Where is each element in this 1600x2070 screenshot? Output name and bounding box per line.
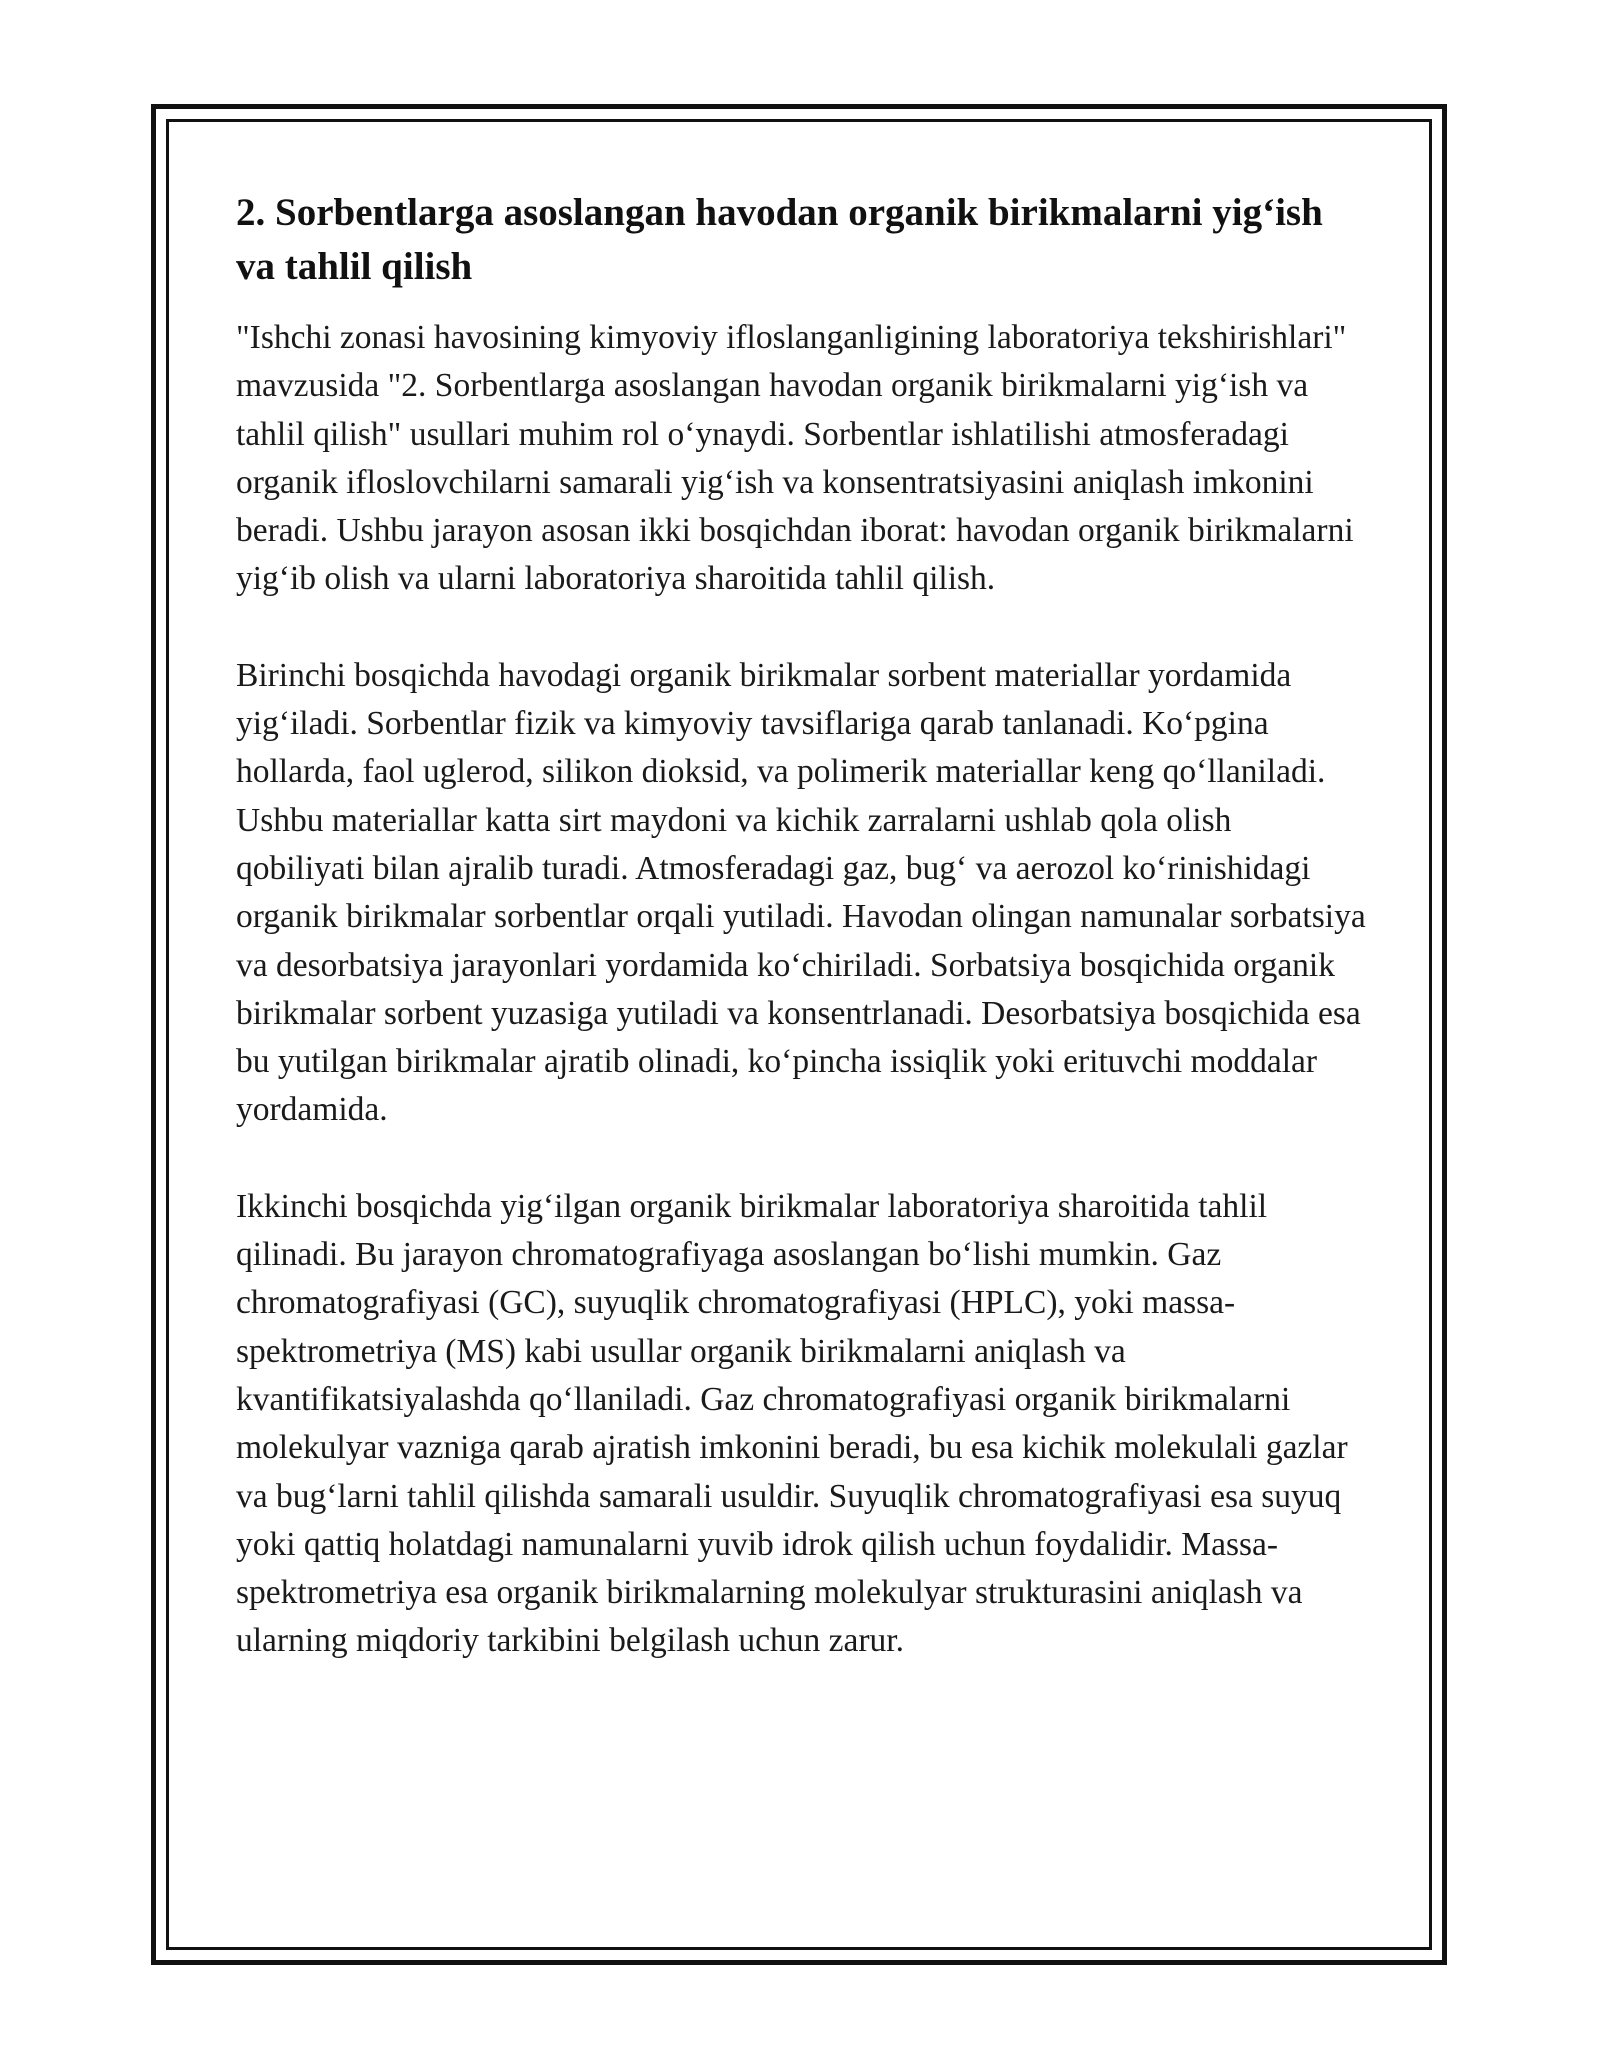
paragraph-first-stage: Birinchi bosqichda havodagi organik birikmalar sorbent materiallar yordamida yig‘iladi. Sorbentlar fizik va kimyoviy tavsiflariga qarab tanlanadi. Ko‘pgina hollarda, faol uglerod, silikon dioksid, va polimerik materiallar keng qo‘llaniladi. Ushbu materiallar katta sirt maydoni va kichik zarralarni ushlab qola olish qobiliyati bilan ajralib turadi. Atmosferadagi gaz, bug‘ va aerozol ko‘rinishidagi organik birikmalar sorbentlar orqali yutiladi. Havodan olingan namunalar sorbatsiya va desorbatsiya jarayonlari yordamida ko‘chiriladi. Sorbatsiya bosqichida organik birikmalar sorbent yuzasiga yutiladi va konsentrlanadi. Desorbatsiya bosqichida esa bu yutilgan birikmalar ajratib olinadi, ko‘pincha issiqlik yoki erituvchi moddalar yordamida. [236,656,1366,1129]
section-heading: 2. Sorbentlarga asoslangan havodan organik birikmalarni yig‘ish va tahlil qilish [236,191,1323,288]
document-content [236,186,1366,1714]
paragraph-second-stage: Ikkinchi bosqichda yig‘ilgan organik birikmalar laboratoriya sharoitida tahlil qilinadi. Bu jarayon chromatografiyaga asoslangan bo‘lishi mumkin. Gaz chromatografiyasi (GC), suyuqlik chromatografiyasi (HPLC), yoki massa-spektrometriya (MS) kabi usullar organik birikmalarni aniqlash va kvantifikatsiyalashda qo‘llaniladi. Gaz chromatografiyasi organik birikmalarni molekulyar vazniga qarab ajratish imkonini beradi, bu esa kichik molekulali gazlar va bug‘larni tahlil qilishda samarali usuldir. Suyuqlik chromatografiyasi esa suyuq yoki qattiq holatdagi namunalarni yuvib idrok qilish uchun foydalidir. Massa-spektrometriya esa organik birikmalarning molekulyar strukturasini aniqlash va ularning miqdoriy tarkibini belgilash uchun zarur. [236,1187,1348,1660]
paragraph-intro: "Ishchi zonasi havosining kimyoviy ifloslanganligining laboratoriya tekshirishlari" mavzusida "2. Sorbentlarga asoslangan havodan organik birikmalarni yig‘ish va tahlil qilish" usullari muhim rol o‘ynaydi. Sorbentlar ishlatilishi atmosferadagi organik ifloslovchilarni samarali yig‘ish va konsentratsiyasini aniqlash imkonini beradi. Ushbu jarayon asosan ikki bosqichdan iborat: havodan organik birikmalarni yig‘ib olish va ularni laboratoriya sharoitida tahlil qilish. [236,319,1354,598]
